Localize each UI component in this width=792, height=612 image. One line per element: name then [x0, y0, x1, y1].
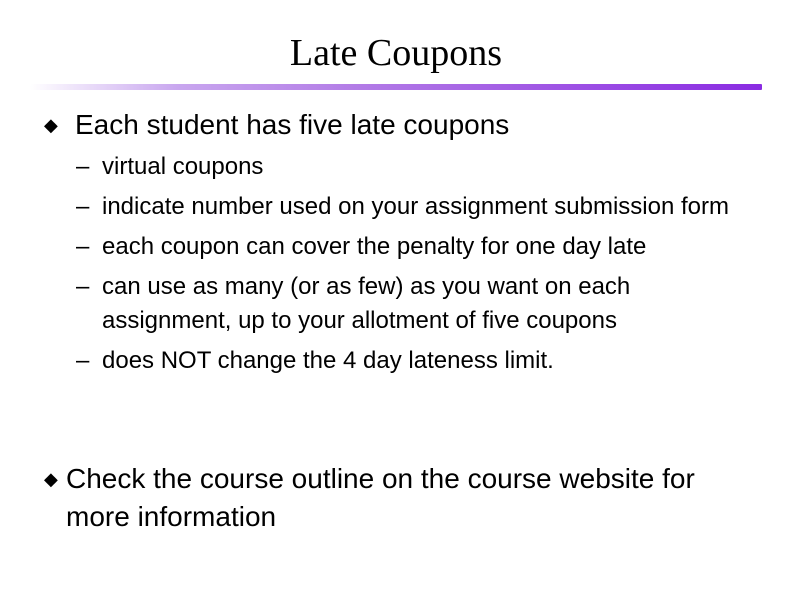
dash-icon: – — [76, 233, 90, 260]
bullet-2-text: Check the course outline on the course website for more information — [66, 463, 695, 532]
sub-item-text: virtual coupons — [102, 153, 264, 180]
dash-icon: – — [76, 347, 90, 374]
sub-item-text: can use as many (or as few) as you want on each assignment, up to your allotment of five coupons — [102, 273, 631, 334]
bullet-1-text: Each student has five late coupons — [75, 109, 510, 140]
title-rule — [30, 84, 762, 90]
sub-item — [74, 150, 764, 184]
sub-item — [74, 190, 764, 224]
bullet-1-sub-list — [74, 150, 764, 384]
dash-icon: – — [76, 193, 90, 220]
dash-icon: – — [76, 153, 90, 180]
sub-item — [74, 344, 764, 378]
diamond-bullet-icon: ◆ — [44, 469, 58, 489]
dash-icon: – — [76, 273, 90, 300]
sub-item-text: indicate number used on your assignment submission form — [102, 193, 729, 220]
sub-item — [74, 230, 764, 264]
slide-title: Late Coupons — [289, 32, 503, 74]
sub-item-text: does NOT change the 4 day lateness limit. — [102, 347, 554, 374]
sub-item — [74, 270, 764, 338]
sub-item-text: each coupon can cover the penalty for one day late — [102, 233, 647, 260]
diamond-bullet-icon: ◆ — [44, 115, 58, 135]
